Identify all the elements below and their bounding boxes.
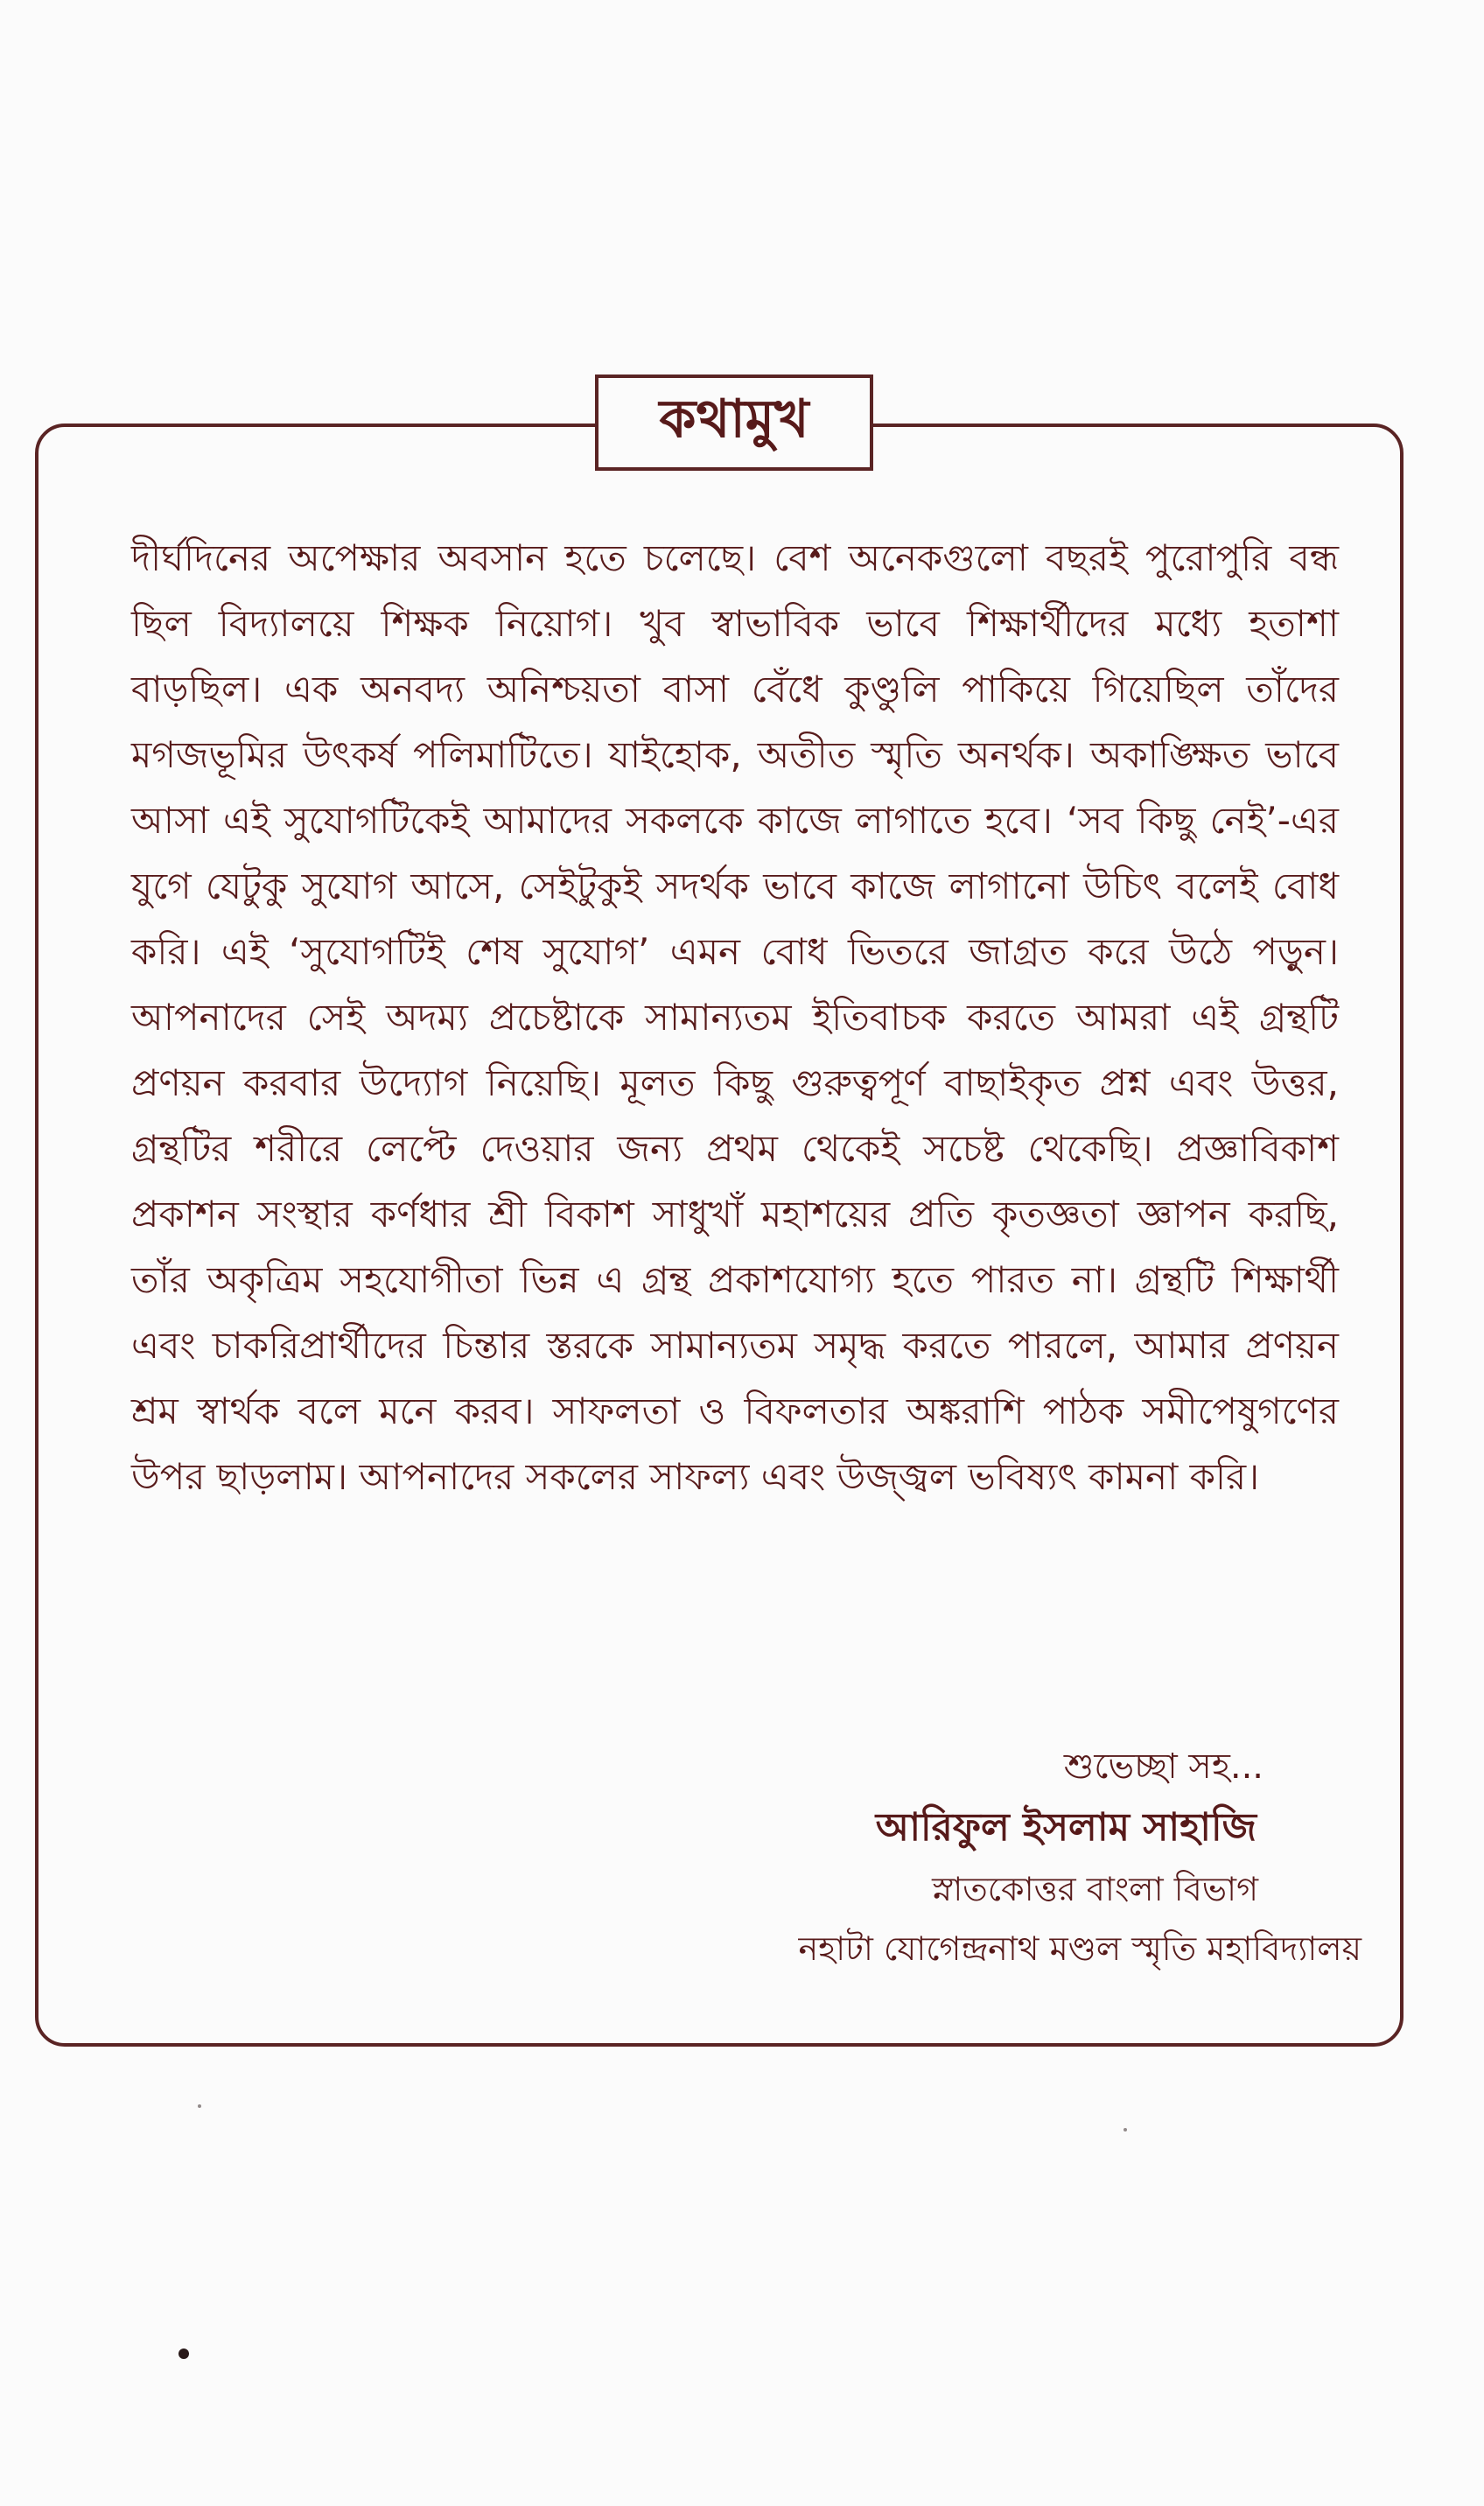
page-title: কথামুখ bbox=[659, 388, 809, 450]
paper-speck bbox=[178, 2348, 189, 2359]
paper-speck bbox=[1124, 2128, 1127, 2132]
author-department: স্নাতকোত্তর বাংলা বিভাগ bbox=[932, 1870, 1258, 1908]
signature-greeting: শুভেচ্ছা সহ... bbox=[1063, 1746, 1264, 1787]
title-box bbox=[595, 374, 873, 471]
preface-body-text: দীর্ঘদিনের অপেক্ষার অবসান হতে চলেছে। বেশ অনেকগুলো বছরই পুরোপুরি বন্ধ ছিল বিদ্যালয়ে শিক্ষক নিয়োগ। খুব স্বাভাবিক ভাবে শিক্ষার্থীদের মধ্যে হতাশা বাড়ছিল। এক অনবদ্য অনিশ্চয়তা বাসা বেঁধে কুণ্ডুলি পাকিয়ে গিয়েছিল তাঁদের মগজভূমির উৎকর্ষ পলিমাটিতে। যাইহোক, অতীত স্মৃতি অনর্থক। অকাঙ্ক্ষিত ভাবে আসা এই সুযোগটিকেই আমাদের সকলকে কাজে লাগাতে হবে। ‘সব কিছু নেই’-এর যুগে যেটুকু সুযোগ আসে, সেইটুকুই সদর্থক ভাবে কাজে লাগানো উচিৎ বলেই বোধ করি। এই ‘সুযোগটিই শেষ সুযোগ’ এমন বোধ ভিতরে জাগ্রত করে উঠে পড়ুন। আপনাদের সেই অদম্য প্রচেষ্টাকে সামান্যতম ইতিবাচক করতে আমরা এই গ্রন্থটি প্রণয়ন করবার উদ্যোগ নিয়েছি। মূলত কিছু গুরুত্বপূর্ণ বাছাইকৃত প্রশ্ন এবং উত্তর, গ্রন্থটির শরীরে লেপ্টে দেওয়ার জন্য প্রথম থেকেই সচেষ্ট থেকেছি। প্রজ্ঞাবিকাশ প্রকাশন সংস্থার কর্ণধার শ্রী বিকাশ সাধুখাঁ মহাশয়ের প্রতি কৃতজ্ঞতা জ্ঞাপন করছি, তাঁর অকৃত্রিম সহযোগীতা ভিন্ন এ গ্রন্থ প্রকাশযোগ্য হতে পারত না। গ্রন্থটি শিক্ষার্থী এবং চাকরিপ্রার্থীদের চিন্তার স্তরকে সামান্যতম সমৃদ্ধ করতে পারলে, আমার প্রণয়ন শ্রম স্বার্থক বলে মনে করব। সাফলতা ও বিফলতার অঙ্করাশি পাঠক সমীপেষুগণের উপর ছাড়লাম। আপনাদের সকলের সাফল্য এবং উজ্জ্বল ভবিষ্যৎ কামনা করি। bbox=[131, 536, 1339, 1498]
author-name: আরিফুল ইসলাম সাহাজি bbox=[875, 1805, 1256, 1850]
paper-speck bbox=[198, 2104, 201, 2108]
signature-block bbox=[399, 1737, 1362, 1978]
author-college: নহাটা যোগেন্দ্রনাথ মণ্ডল স্মৃতি মহাবিদ্যালয় bbox=[798, 1929, 1362, 1968]
